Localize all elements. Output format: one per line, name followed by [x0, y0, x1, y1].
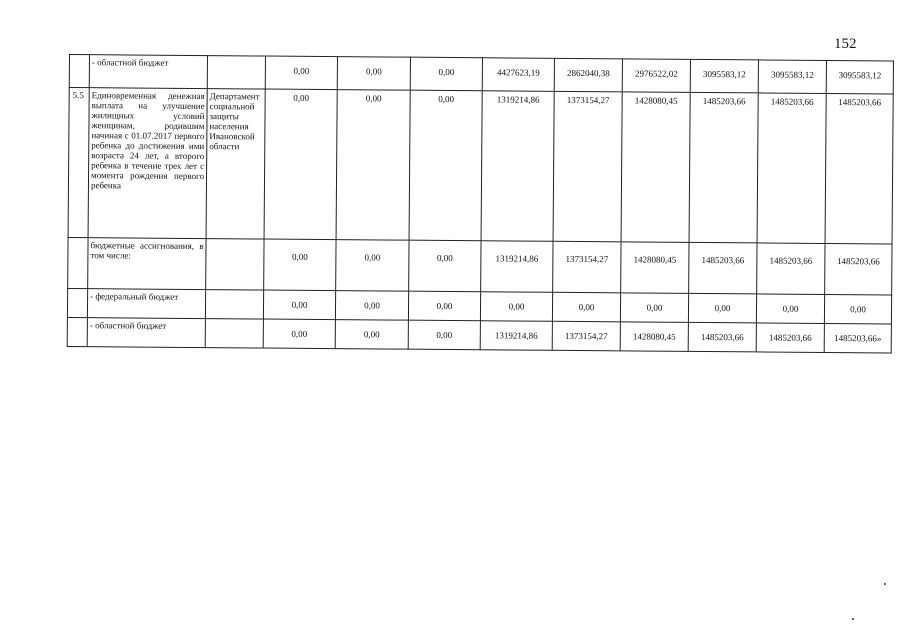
value-cell: 0,00	[480, 292, 552, 322]
table-row	[68, 88, 893, 244]
value-cell: 1485203,66	[825, 93, 893, 244]
value-cell: 0,00	[263, 290, 335, 320]
value-cell: 0,00	[756, 294, 824, 324]
value-cell: 0,00	[824, 294, 891, 324]
value-cell: 1428080,45	[620, 322, 688, 352]
value-cell: 1485203,66	[825, 243, 892, 295]
value-cell: 1319214,86	[480, 321, 552, 351]
value-cell: 0,00	[410, 57, 482, 91]
executor-cell	[207, 56, 265, 89]
index-cell	[68, 237, 88, 288]
value-cell: 0,00	[552, 292, 620, 322]
value-cell: 2862040,38	[554, 58, 622, 92]
table-row	[67, 317, 891, 352]
page-number: 152	[834, 36, 857, 52]
row-label: - областной бюджет	[89, 55, 207, 89]
value-cell: 1319214,86	[481, 241, 553, 293]
value-cell: 3095583,12	[826, 60, 893, 94]
value-cell: 0,00	[263, 319, 335, 349]
value-cell: 1319214,86	[481, 91, 554, 242]
value-cell: 0,00	[264, 89, 337, 240]
value-cell: 0,00	[337, 57, 410, 91]
value-cell: 0,00	[620, 293, 688, 323]
value-cell: 3095583,12	[690, 59, 758, 93]
value-cell: 2976522,02	[622, 59, 690, 93]
value-cell: 1428080,45	[621, 242, 689, 294]
value-cell: 1485203,66»	[824, 323, 891, 353]
value-cell: 1485203,66	[756, 323, 824, 353]
row-label: Единовременная денежная выплата на улучшение жилищных условий женщинам, родившим начиная с 01.07.2017 первого ребенка до достижения ими возраста 24 лет, а второго ребенка в течение трех лет с момента рождения первого ребенка	[88, 88, 207, 239]
value-cell: 1373154,27	[553, 91, 622, 242]
value-cell: 3095583,12	[758, 60, 826, 94]
value-cell: 0,00	[335, 291, 408, 321]
row-label: - областной бюджет	[87, 318, 205, 348]
scan-speck	[852, 618, 854, 620]
executor-cell	[206, 239, 264, 290]
index-cell: 5.5	[68, 88, 89, 238]
value-cell: 0,00	[408, 291, 480, 321]
value-cell: 1373154,27	[552, 321, 620, 351]
value-cell: 0,00	[335, 320, 408, 350]
value-cell: 1373154,27	[553, 241, 621, 293]
value-cell: 1485203,66	[689, 92, 758, 243]
value-cell: 0,00	[336, 240, 409, 292]
value-cell: 1485203,66	[688, 322, 756, 352]
row-label: бюджетные ассигнования, в том числе:	[88, 238, 206, 290]
value-cell: 1485203,66	[689, 242, 757, 294]
table-row	[68, 237, 892, 294]
index-cell	[69, 55, 89, 88]
value-cell: 4427623,19	[482, 58, 554, 92]
value-cell: 1485203,66	[757, 93, 826, 244]
value-cell: 1428080,45	[621, 92, 690, 243]
value-cell: 0,00	[264, 239, 336, 291]
executor-cell	[205, 319, 263, 348]
value-cell: 0,00	[265, 56, 337, 90]
value-cell: 0,00	[409, 240, 481, 292]
value-cell: 0,00	[408, 320, 480, 350]
executor-cell	[205, 290, 263, 319]
index-cell	[67, 288, 87, 317]
value-cell: 1485203,66	[757, 243, 825, 295]
scan-speck	[884, 583, 886, 585]
index-cell	[67, 317, 87, 346]
value-cell: 0,00	[409, 90, 482, 241]
budget-table	[67, 54, 894, 353]
value-cell: 0,00	[336, 90, 410, 241]
row-label: - федеральный бюджет	[87, 289, 205, 319]
value-cell: 0,00	[688, 293, 756, 323]
executor-cell: Департамент социальной защиты населения Ивановской области	[206, 89, 265, 239]
